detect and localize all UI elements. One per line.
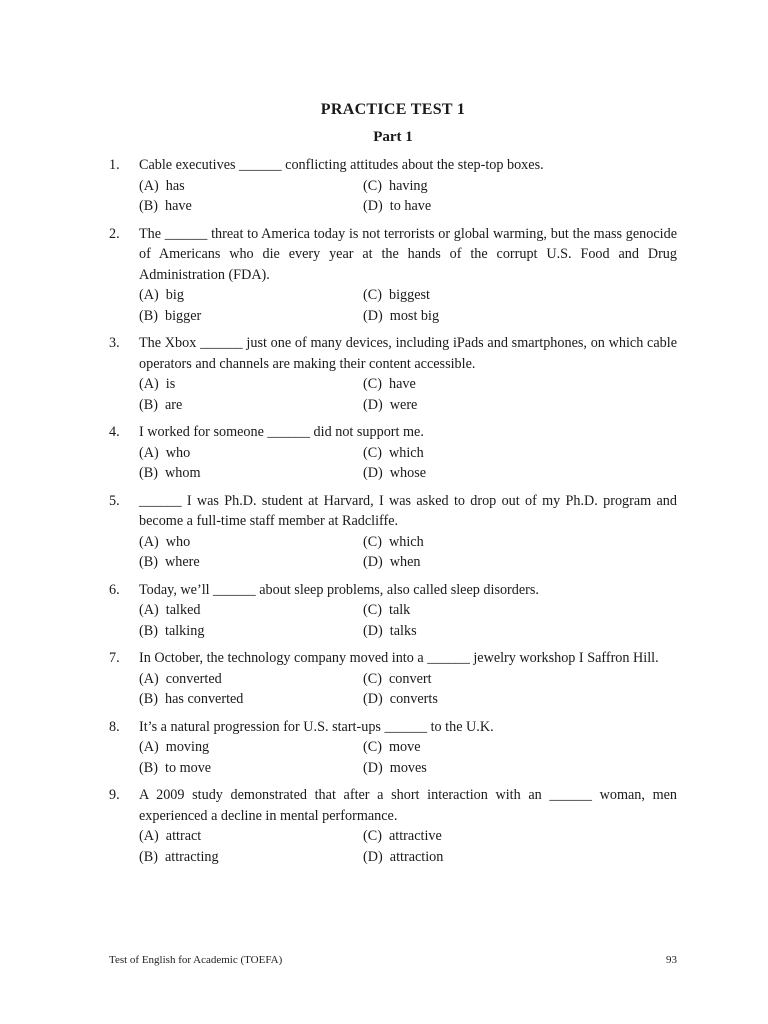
option-d: (D) whose bbox=[363, 465, 427, 481]
question-9 bbox=[109, 785, 677, 867]
option-d: (D) when bbox=[363, 554, 421, 570]
question-2 bbox=[109, 224, 677, 327]
option-c: (C) have bbox=[363, 376, 416, 392]
option-b: (B) whom bbox=[139, 465, 201, 481]
option-d: (D) converts bbox=[363, 691, 438, 707]
option-a: (A) converted bbox=[139, 670, 222, 687]
question-4 bbox=[109, 422, 677, 484]
question-number: 4. bbox=[109, 424, 120, 440]
question-number: 8. bbox=[109, 718, 120, 735]
question-number: 6. bbox=[109, 581, 120, 598]
question-8 bbox=[109, 717, 677, 779]
question-number: 7. bbox=[109, 650, 120, 666]
question-number: 2. bbox=[109, 225, 120, 242]
answer-options bbox=[139, 443, 677, 484]
option-b: (B) bigger bbox=[139, 307, 202, 324]
answer-options bbox=[139, 826, 677, 867]
option-a: (A) big bbox=[139, 287, 184, 303]
option-d: (D) talks bbox=[363, 622, 417, 639]
option-b: (B) has converted bbox=[139, 691, 244, 707]
answer-options bbox=[139, 669, 677, 710]
option-c: (C) move bbox=[363, 739, 421, 755]
question-1 bbox=[109, 155, 677, 217]
question-text: ______ I was Ph.D. student at Harvard, I was asked to drop out of my Ph.D. program and become a full-time staff member at Radcliffe. bbox=[139, 492, 677, 529]
option-a: (A) who bbox=[139, 444, 191, 461]
question-3 bbox=[109, 333, 677, 415]
answer-options bbox=[139, 285, 677, 326]
answer-options bbox=[139, 737, 677, 778]
question-6 bbox=[109, 580, 677, 642]
option-c: (C) which bbox=[363, 444, 424, 461]
option-b: (B) are bbox=[139, 396, 183, 413]
option-a: (A) moving bbox=[139, 739, 210, 755]
question-list bbox=[109, 155, 677, 874]
option-a: (A) is bbox=[139, 376, 176, 392]
question-text: Today, we’ll ______ about sleep problems, also called sleep disorders. bbox=[139, 581, 539, 598]
option-d: (D) moves bbox=[363, 759, 427, 776]
question-number: 1. bbox=[109, 157, 120, 173]
option-c: (C) talk bbox=[363, 602, 411, 618]
part-title: Part 1 bbox=[373, 129, 413, 145]
question-number: 3. bbox=[109, 335, 120, 351]
answer-options bbox=[139, 600, 677, 641]
question-text: I worked for someone ______ did not support me. bbox=[139, 424, 424, 440]
option-d: (D) most big bbox=[363, 307, 440, 324]
option-a: (A) attract bbox=[139, 828, 202, 844]
answer-options bbox=[139, 176, 677, 217]
option-b: (B) attracting bbox=[139, 848, 219, 865]
page-title: PRACTICE TEST 1 bbox=[320, 101, 466, 118]
question-text: It’s a natural progression for U.S. start-ups ______ to the U.K. bbox=[139, 718, 494, 735]
question-7 bbox=[109, 648, 677, 710]
option-a: (A) who bbox=[139, 533, 191, 550]
option-d: (D) to have bbox=[363, 198, 432, 214]
option-b: (B) have bbox=[139, 198, 192, 214]
option-a: (A) has bbox=[139, 177, 185, 194]
answer-options bbox=[139, 374, 677, 415]
question-text: The ______ threat to America today is not terrorists or global warming, but the mass genocide of Americans who die every year at the hands of the corrupt U.S. Food and Drug Administration (FDA). bbox=[139, 225, 677, 283]
option-b: (B) to move bbox=[139, 759, 212, 776]
option-c: (C) attractive bbox=[363, 828, 442, 844]
answer-options bbox=[139, 532, 677, 573]
option-d: (D) were bbox=[363, 396, 418, 413]
option-b: (B) talking bbox=[139, 622, 205, 639]
option-b: (B) where bbox=[139, 554, 200, 570]
question-number: 9. bbox=[109, 787, 120, 803]
page-number: 93 bbox=[666, 954, 677, 966]
option-c: (C) having bbox=[363, 177, 428, 194]
question-text: The Xbox ______ just one of many devices, including iPads and smartphones, on which cable operators and channels are making their content accessible. bbox=[139, 335, 677, 372]
question-number: 5. bbox=[109, 492, 120, 509]
question-text: Cable executives ______ conflicting attitudes about the step-top boxes. bbox=[139, 157, 544, 173]
footer-source: Test of English for Academic (TOEFA) bbox=[109, 954, 283, 966]
question-text: A 2009 study demonstrated that after a short interaction with an ______ woman, men experienced a decline in mental performance. bbox=[139, 787, 677, 824]
option-c: (C) convert bbox=[363, 670, 432, 687]
option-c: (C) biggest bbox=[363, 287, 430, 303]
option-a: (A) talked bbox=[139, 602, 201, 618]
option-d: (D) attraction bbox=[363, 848, 444, 865]
question-text: In October, the technology company moved into a ______ jewelry workshop I Saffron Hill. bbox=[139, 650, 659, 666]
question-5 bbox=[109, 491, 677, 573]
option-c: (C) which bbox=[363, 533, 424, 550]
